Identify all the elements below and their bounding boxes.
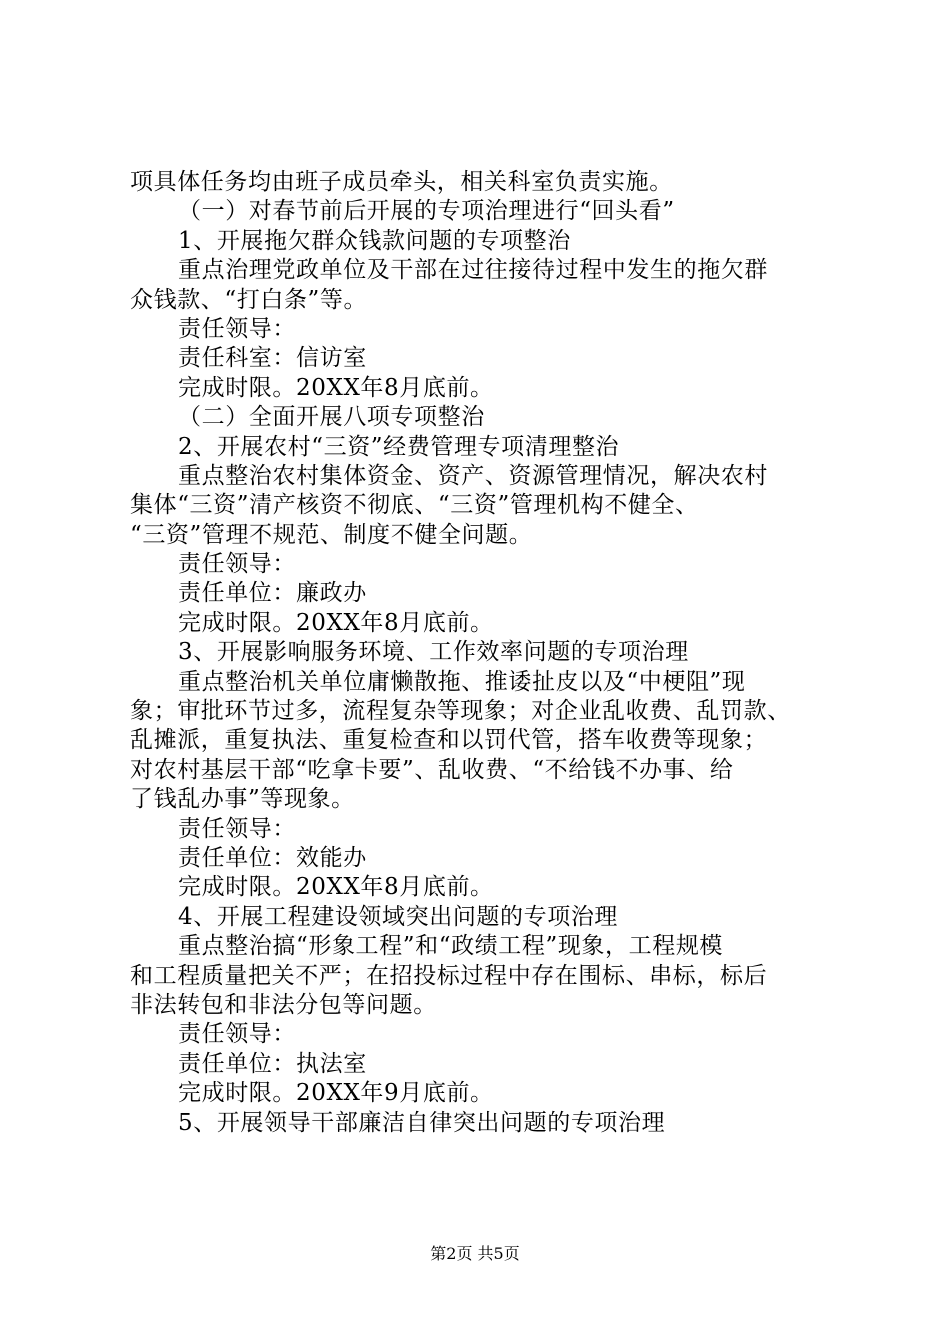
text-line: 乱摊派，重复执法、重复检查和以罚代管，搭车收费等现象； xyxy=(130,727,768,754)
page-footer: 第2页 共5页 xyxy=(430,1244,520,1263)
text-line: 3、开展影响服务环境、工作效率问题的专项治理 xyxy=(178,639,689,666)
text-line: 责任领导： xyxy=(178,1021,296,1048)
text-line: 集体“三资”清产核资不彻底、“三资”管理机构不健全、 xyxy=(130,492,699,519)
text-line: 完成时限。20XX年8月底前。 xyxy=(178,609,494,636)
text-line: 了钱乱办事”等现象。 xyxy=(130,786,355,813)
text-line: 完成时限。20XX年9月底前。 xyxy=(178,1080,494,1107)
text-line: 责任领导： xyxy=(178,315,296,342)
text-line: 责任单位：廉政办 xyxy=(178,580,367,607)
text-line: 对农村基层干部“吃拿卡要”、乱收费、“不给钱不办事、给 xyxy=(130,756,734,783)
text-line: 象；审批环节过多，流程复杂等现象；对企业乱收费、乱罚款、 xyxy=(130,698,791,725)
text-line: 责任单位：执法室 xyxy=(178,1050,367,1077)
text-line: 4、开展工程建设领域突出问题的专项治理 xyxy=(178,903,619,930)
text-line: 责任单位：效能办 xyxy=(178,844,367,871)
text-line: 项具体任务均由班子成员牵头，相关科室负责实施。 xyxy=(130,169,673,195)
text-line: 完成时限。20XX年8月底前。 xyxy=(178,874,494,901)
text-line: 5、开展领导干部廉洁自律突出问题的专项治理 xyxy=(178,1109,666,1136)
text-line: （二）全面开展八项专项整治 xyxy=(178,404,485,431)
text-line: 非法转包和非法分包等问题。 xyxy=(130,991,437,1018)
text-line: 重点整治机关单位庸懒散拖、推诿扯皮以及“中梗阻”现 xyxy=(178,668,746,695)
text-line: 责任领导： xyxy=(178,815,296,842)
text-line: 重点治理党政单位及干部在过往接待过程中发生的拖欠群 xyxy=(178,257,768,284)
text-line: 责任科室：信访室 xyxy=(178,345,367,372)
text-line: 众钱款、“打白条”等。 xyxy=(130,286,368,313)
text-line: “三资”管理不规范、制度不健全问题。 xyxy=(130,521,533,548)
document-body xyxy=(130,168,830,1138)
text-line: 和工程质量把关不严；在招投标过程中存在围标、串标，标后 xyxy=(130,962,768,989)
text-line: 重点整治农村集体资金、资产、资源管理情况，解决农村 xyxy=(178,462,768,489)
text-line: 完成时限。20XX年8月底前。 xyxy=(178,374,494,401)
text-line: 重点整治搞“形象工程”和“政绩工程”现象，工程规模 xyxy=(178,933,724,960)
text-line: 1、开展拖欠群众钱款问题的专项整治 xyxy=(178,227,571,254)
text-line: 责任领导： xyxy=(178,551,296,578)
text-line: （一）对春节前后开展的专项治理进行“回头看” xyxy=(178,198,675,225)
text-line: 2、开展农村“三资”经费管理专项清理整治 xyxy=(178,433,620,460)
